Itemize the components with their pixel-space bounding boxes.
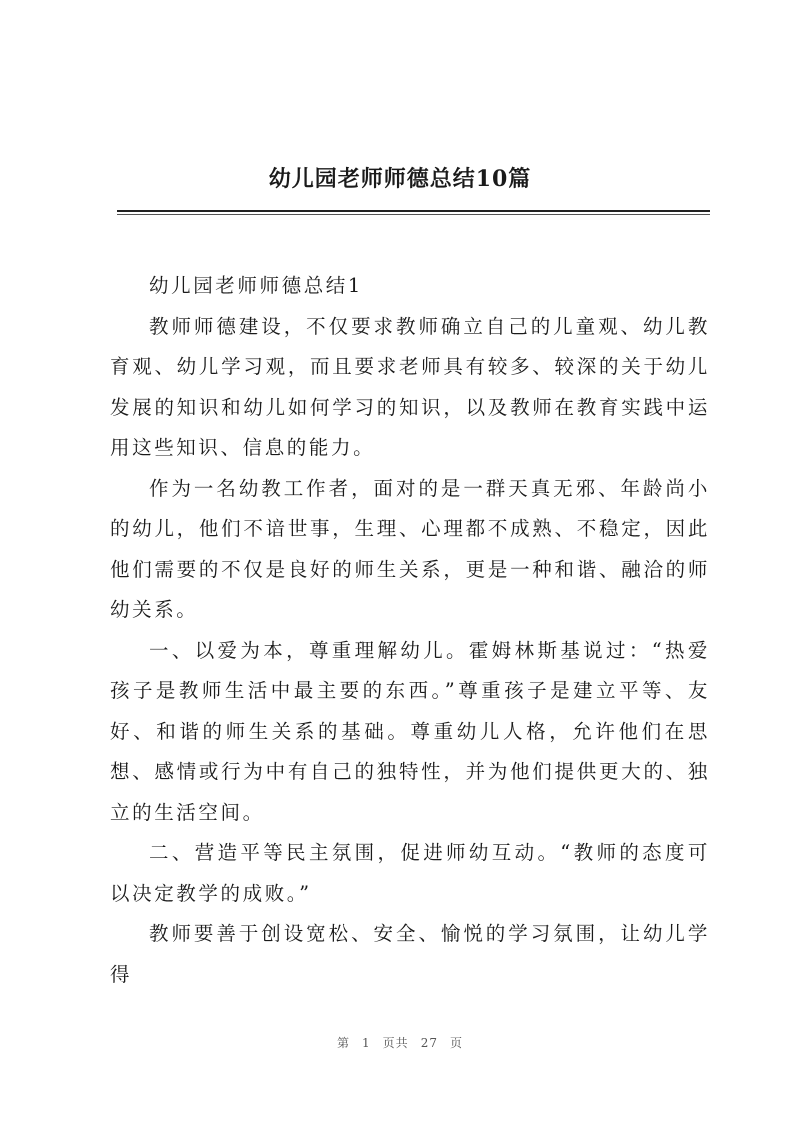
footer-suffix: 页 — [449, 1036, 463, 1050]
paragraph: 作为一名幼教工作者，面对的是一群天真无邪、年龄尚小的幼儿，他们不谙世事，生理、心理都不成熟、不稳定，因此他们需要的不仅是良好的师生关系，更是一种和谐、融洽的师幼关系。 — [110, 476, 710, 621]
paragraph: 一、以爱为本，尊重理解幼儿。霍姆林斯基说过：“热爱孩子是教师生活中最主要的东西。”尊重孩子是建立平等、友好、和谐的师生关系的基础。尊重幼儿人格，允许他们在思想、感情或行为中有自己的独特性，并为他们提供更大的、独立的生活空间。 — [110, 638, 710, 824]
paragraph: 教师要善于创设宽松、安全、愉悦的学习氛围，让幼儿学得 — [110, 922, 710, 986]
footer-middle: 页共 — [382, 1036, 409, 1050]
document-title: 幼儿园老师师德总结10篇 — [268, 166, 532, 192]
paragraph: 二、营造平等民主氛围，促进师幼互动。“教师的态度可以决定教学的成败。” — [110, 841, 710, 905]
page-footer — [0, 1034, 800, 1051]
section-heading: 幼儿园老师师德总结1 — [149, 274, 363, 297]
title-underline — [117, 210, 710, 212]
paragraph: 教师师德建设，不仅要求教师确立自己的儿童观、幼儿教育观、幼儿学习观，而且要求老师具有较多、较深的关于幼儿发展的知识和幼儿如何学习的知识，以及教师在教育实践中运用这些知识、信息的能力。 — [110, 314, 710, 459]
footer-page-number: 1 — [362, 1036, 371, 1050]
document-body — [110, 266, 710, 995]
footer-prefix: 第 — [337, 1036, 351, 1050]
footer-total-pages: 27 — [420, 1036, 438, 1050]
title-underline-thin — [117, 214, 710, 215]
